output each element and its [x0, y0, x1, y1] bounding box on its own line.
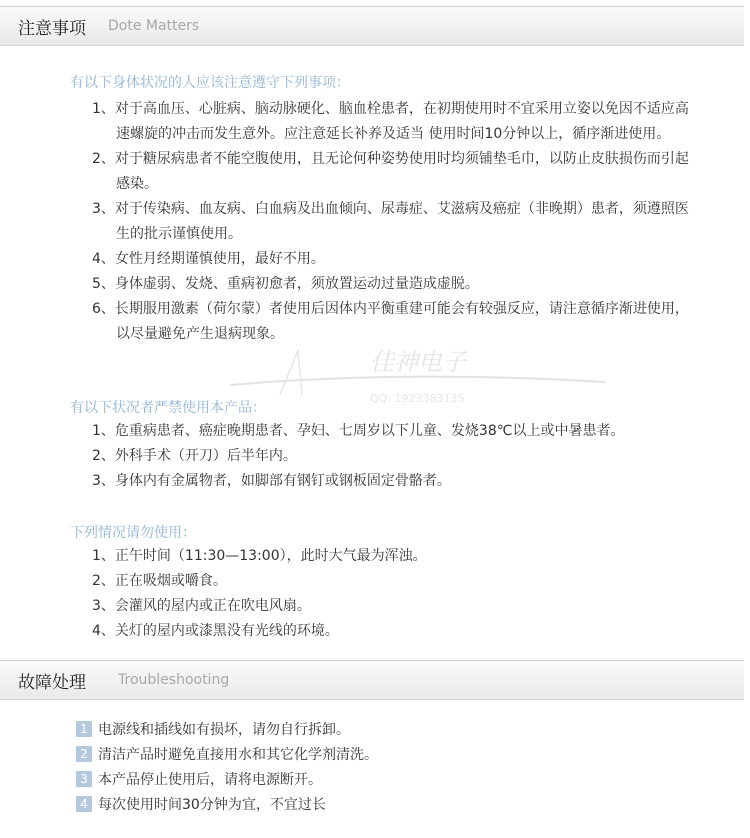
section-header-troubleshooting: [0, 660, 744, 700]
group1-list: [92, 97, 692, 347]
list-item: 3、对于传染病、血友病、白血病及出血倾向、尿毒症、艾滋病及癌症（非晚期）患者，须遵照医生的批示谨慎使用。: [92, 201, 689, 242]
group3-list: [92, 544, 692, 644]
watermark-logo: [220, 340, 610, 410]
troubleshooting-list: [76, 716, 378, 816]
list-item: 3、会灌风的屋内或正在吹电风扇。: [92, 598, 311, 614]
list-item: 5、身体虚弱、发烧、重病初愈者，须放置运动过量造成虚脱。: [92, 276, 479, 292]
list-item: 1、对于高血压、心脏病、脑动脉硬化、脑血栓患者，在初期使用时不宜采用立姿以免因不适应高速螺旋的冲击而发生意外。应注意延长补养及适当 使用时间10分钟以上，循序渐进使用。: [92, 101, 689, 142]
list-item: [76, 741, 378, 766]
list-item: [76, 716, 378, 741]
list-item: 2、对于糖尿病患者不能空腹使用，且无论何种姿势使用时均须铺垫毛巾，以防止皮肤损伤而引起感染。: [92, 151, 689, 192]
list-item: 6、长期服用激素（荷尔蒙）者使用后因体内平衡重建可能会有较强反应，请注意循序渐进使用，以尽量避免产生退病现象。: [92, 301, 689, 342]
number-badge: 2: [76, 746, 92, 762]
section-title-troubleshooting: 故障处理: [18, 673, 86, 693]
group2-heading: 有以下状况者严禁使用本产品：: [70, 400, 266, 416]
list-item: 4、关灯的屋内或漆黑没有光线的环境。: [92, 623, 339, 639]
number-badge: 4: [76, 796, 92, 812]
section-subtitle-notes: Dote Matters: [108, 18, 200, 34]
troubleshooting-text: 本产品停止使用后，请将电源断开。: [98, 771, 322, 788]
list-item: 1、危重病患者、癌症晚期患者、孕妇、七周岁以下儿童、发烧38℃以上或中暑患者。: [92, 423, 625, 439]
list-item: 4、女性月经期谨慎使用，最好不用。: [92, 251, 325, 267]
section-subtitle-troubleshooting: Troubleshooting: [118, 672, 230, 688]
group1-heading: 有以下身体状况的人应该注意遵守下列事项：: [70, 75, 350, 91]
watermark-qq: QQ: 1923383135: [370, 392, 465, 405]
number-badge: 1: [76, 721, 92, 737]
list-item: 2、正在吸烟或嚼食。: [92, 573, 227, 589]
troubleshooting-text: 电源线和插线如有损坏，请勿自行拆卸。: [98, 721, 350, 738]
number-badge: 3: [76, 771, 92, 787]
group2-list: [92, 419, 692, 494]
list-item: 2、外科手术（开刀）后半年内。: [92, 448, 297, 464]
group3-heading: 下列情况请勿使用：: [70, 525, 196, 541]
list-item: [76, 766, 378, 791]
section-header-notes: [0, 6, 744, 46]
troubleshooting-text: 清洁产品时避免直接用水和其它化学剂清洗。: [98, 746, 378, 763]
list-item: [76, 791, 378, 816]
watermark-brand: 佳神电子: [370, 348, 466, 376]
troubleshooting-text: 每次使用时间30分钟为宜，不宜过长: [98, 796, 326, 813]
list-item: 1、正午时间（11:30—13:00），此时大气最为浑浊。: [92, 548, 427, 564]
list-item: 3、身体内有金属物者，如脚部有钢钉或钢板固定骨骼者。: [92, 473, 451, 489]
section-title-notes: 注意事项: [18, 19, 86, 39]
